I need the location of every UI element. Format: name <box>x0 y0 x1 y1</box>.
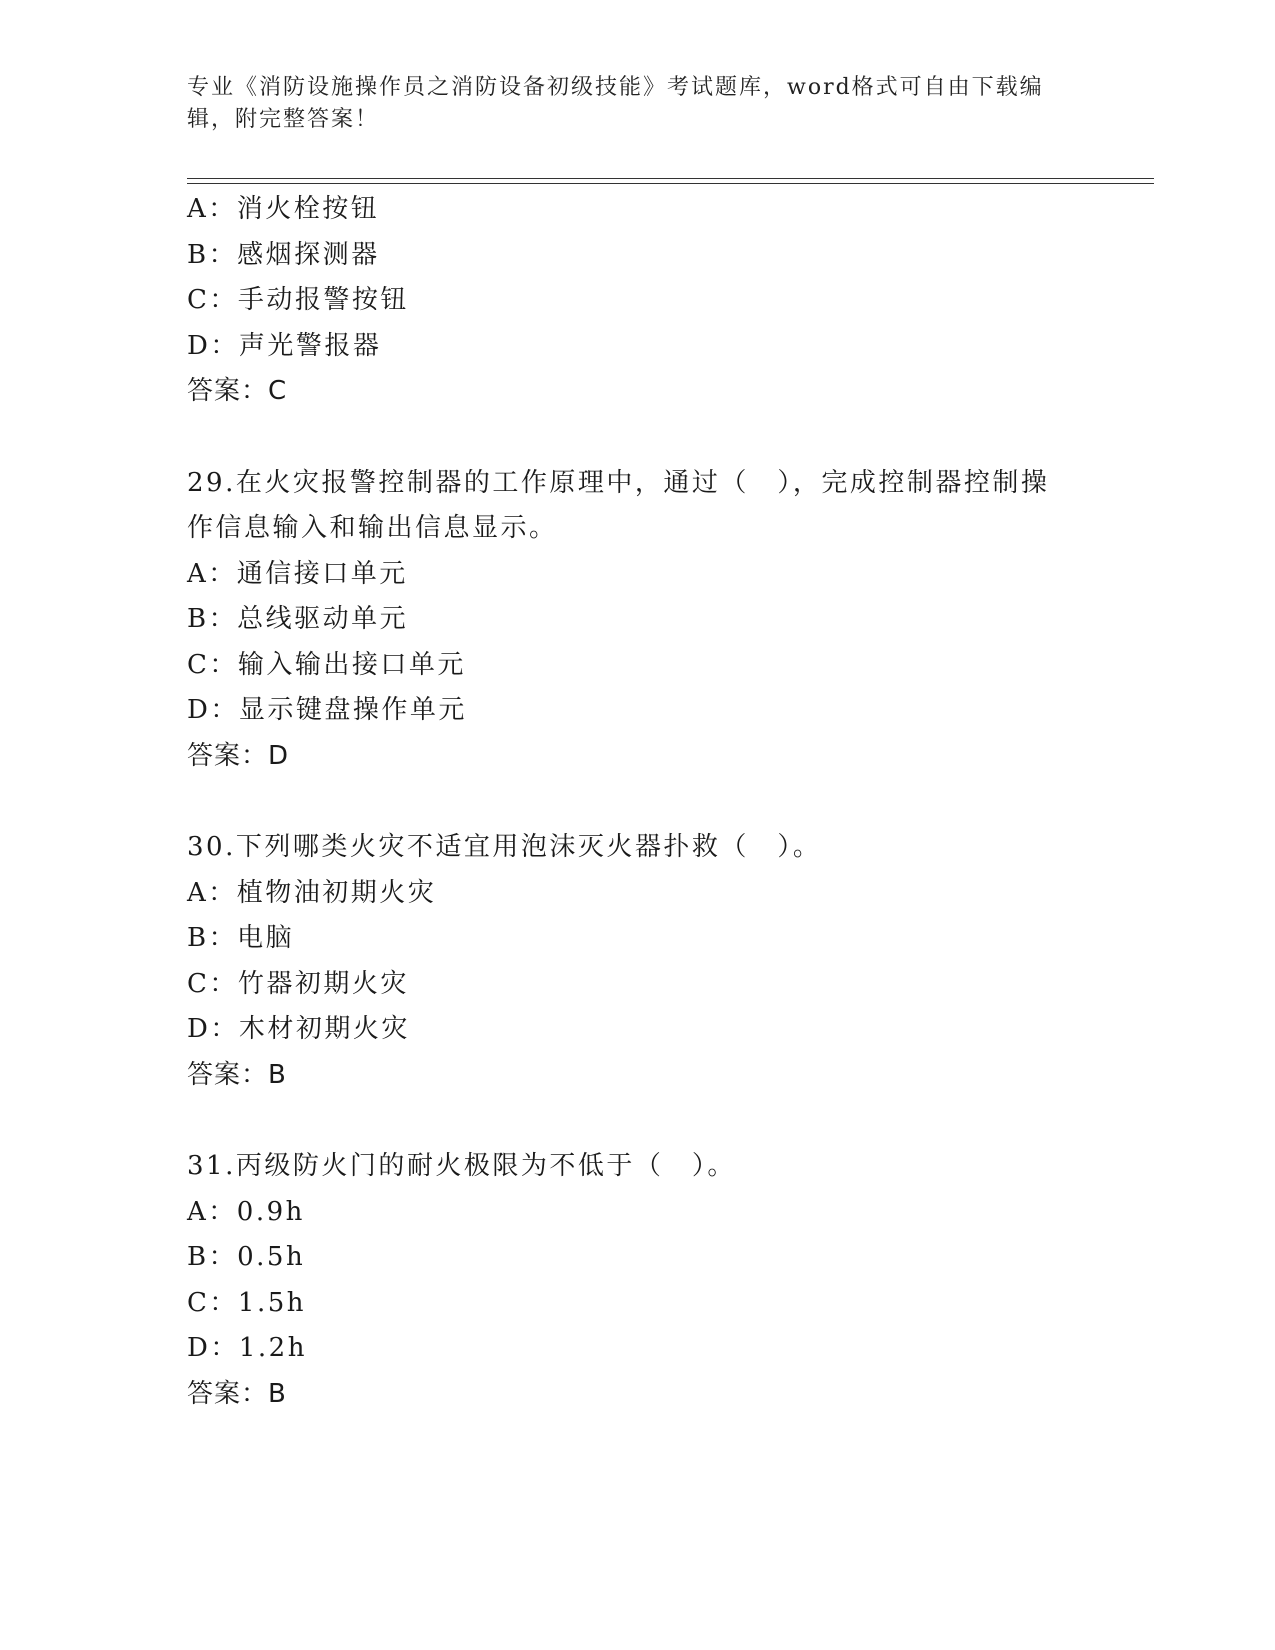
option-d: D：1.2h <box>187 1333 307 1363</box>
header-divider-bottom <box>187 183 1154 184</box>
header-divider-top <box>187 178 1154 179</box>
question-28-continuation <box>187 187 1127 415</box>
document-header <box>187 72 1067 136</box>
option-c: C：1.5h <box>187 1287 306 1318</box>
option-d: D：声光警报器 <box>187 330 382 361</box>
question-stem-line-1: 31.丙级防火门的耐火极限为不低于（ ）。 <box>187 1151 736 1181</box>
option-a: A：消火栓按钮 <box>187 194 380 224</box>
question-31 <box>187 1144 1127 1417</box>
question-stem-line-1: 29.在火灾报警控制器的工作原理中，通过（ ），完成控制器控制操 <box>187 467 1050 498</box>
answer: 答案：D <box>187 740 290 771</box>
answer: 答案：B <box>187 1378 287 1409</box>
option-b: B：总线驱动单元 <box>187 604 409 634</box>
question-stem-line-2: 作信息输入和输出信息显示。 <box>187 513 558 543</box>
answer: 答案：B <box>187 1059 287 1090</box>
option-c: C：手动报警按钮 <box>187 285 409 315</box>
question-29 <box>187 461 1127 780</box>
option-a: A：通信接口单元 <box>187 558 408 589</box>
option-b: B：电脑 <box>187 923 295 953</box>
option-d: D：显示键盘操作单元 <box>187 695 467 725</box>
option-a: A：0.9h <box>187 1196 305 1227</box>
option-b: B：感烟探测器 <box>187 239 380 270</box>
option-c: C：输入输出接口单元 <box>187 649 466 680</box>
question-stem-line-1: 30.下列哪类火灾不适宜用泡沫灭火器扑救（ ）。 <box>187 832 822 862</box>
question-30 <box>187 825 1127 1098</box>
option-d: D：木材初期火灾 <box>187 1014 410 1044</box>
option-a: A：植物油初期火灾 <box>187 877 437 908</box>
answer: 答案：C <box>187 376 288 406</box>
option-c: C：竹器初期火灾 <box>187 968 409 999</box>
header-line-1: 专业《消防设施操作员之消防设备初级技能》考试题库，word格式可自由下载编 <box>187 75 1044 100</box>
header-line-2: 辑，附完整答案！ <box>187 107 380 132</box>
question-list <box>187 187 1127 1417</box>
option-b: B：0.5h <box>187 1242 306 1272</box>
